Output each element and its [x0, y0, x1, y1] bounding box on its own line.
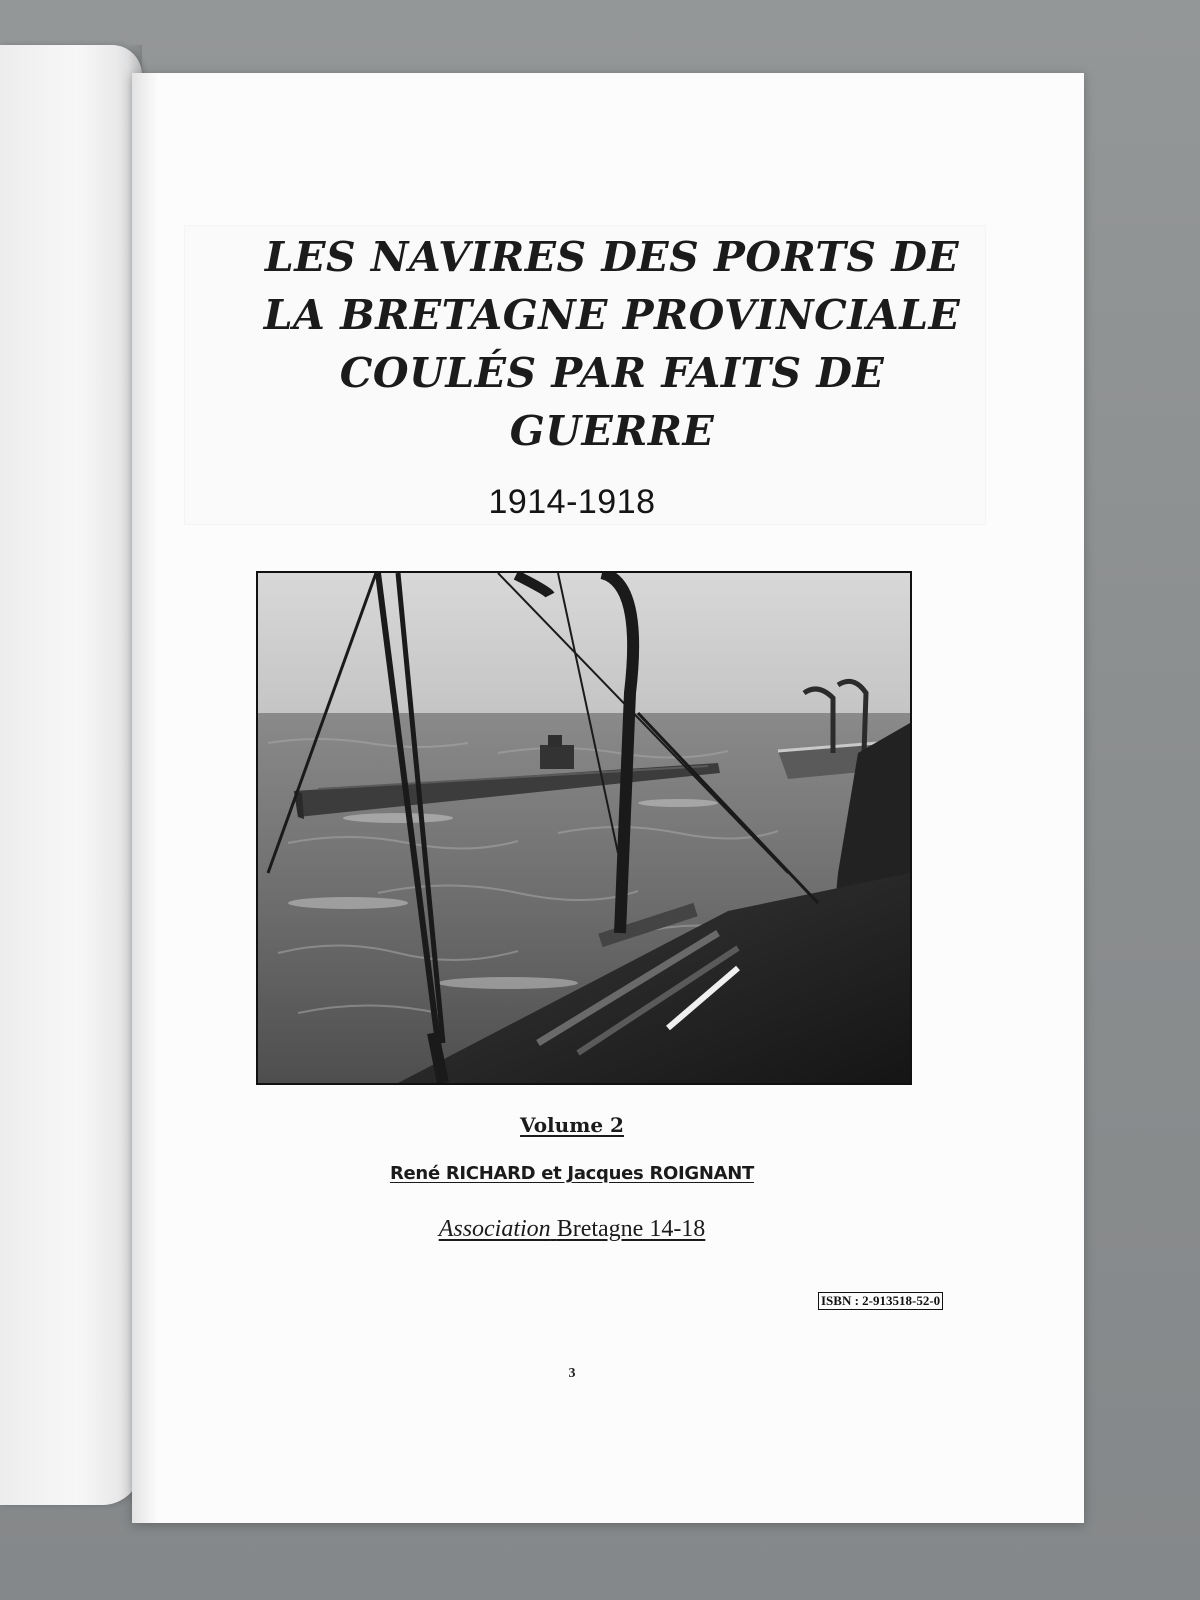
title-line-4: GUERRE [509, 407, 715, 455]
years-subtitle: 1914-1918 [488, 483, 656, 521]
association-name: Bretagne 14-18 [556, 1216, 706, 1242]
title-line-2: LA BRETAGNE PROVINCIALE [263, 291, 961, 339]
title-line-3: COULÉS PAR FAITS DE [339, 349, 885, 397]
title-page [132, 73, 1084, 1523]
title-line-1: LES NAVIRES DES PORTS DE [264, 233, 960, 281]
cover-photograph [256, 571, 912, 1085]
association-line [372, 1216, 772, 1243]
left-page [0, 45, 142, 1505]
submarine-photo [258, 573, 910, 1083]
authors-line: René RICHARD et Jacques ROIGNANT [389, 1163, 755, 1184]
isbn-box: ISBN : 2-913518-52-0 [818, 1292, 943, 1310]
book-title [172, 228, 1052, 460]
page-number: 3 [568, 1366, 576, 1381]
association-word: Association [438, 1216, 551, 1242]
volume-label: Volume 2 [520, 1113, 624, 1137]
spine-shadow [132, 73, 158, 1523]
